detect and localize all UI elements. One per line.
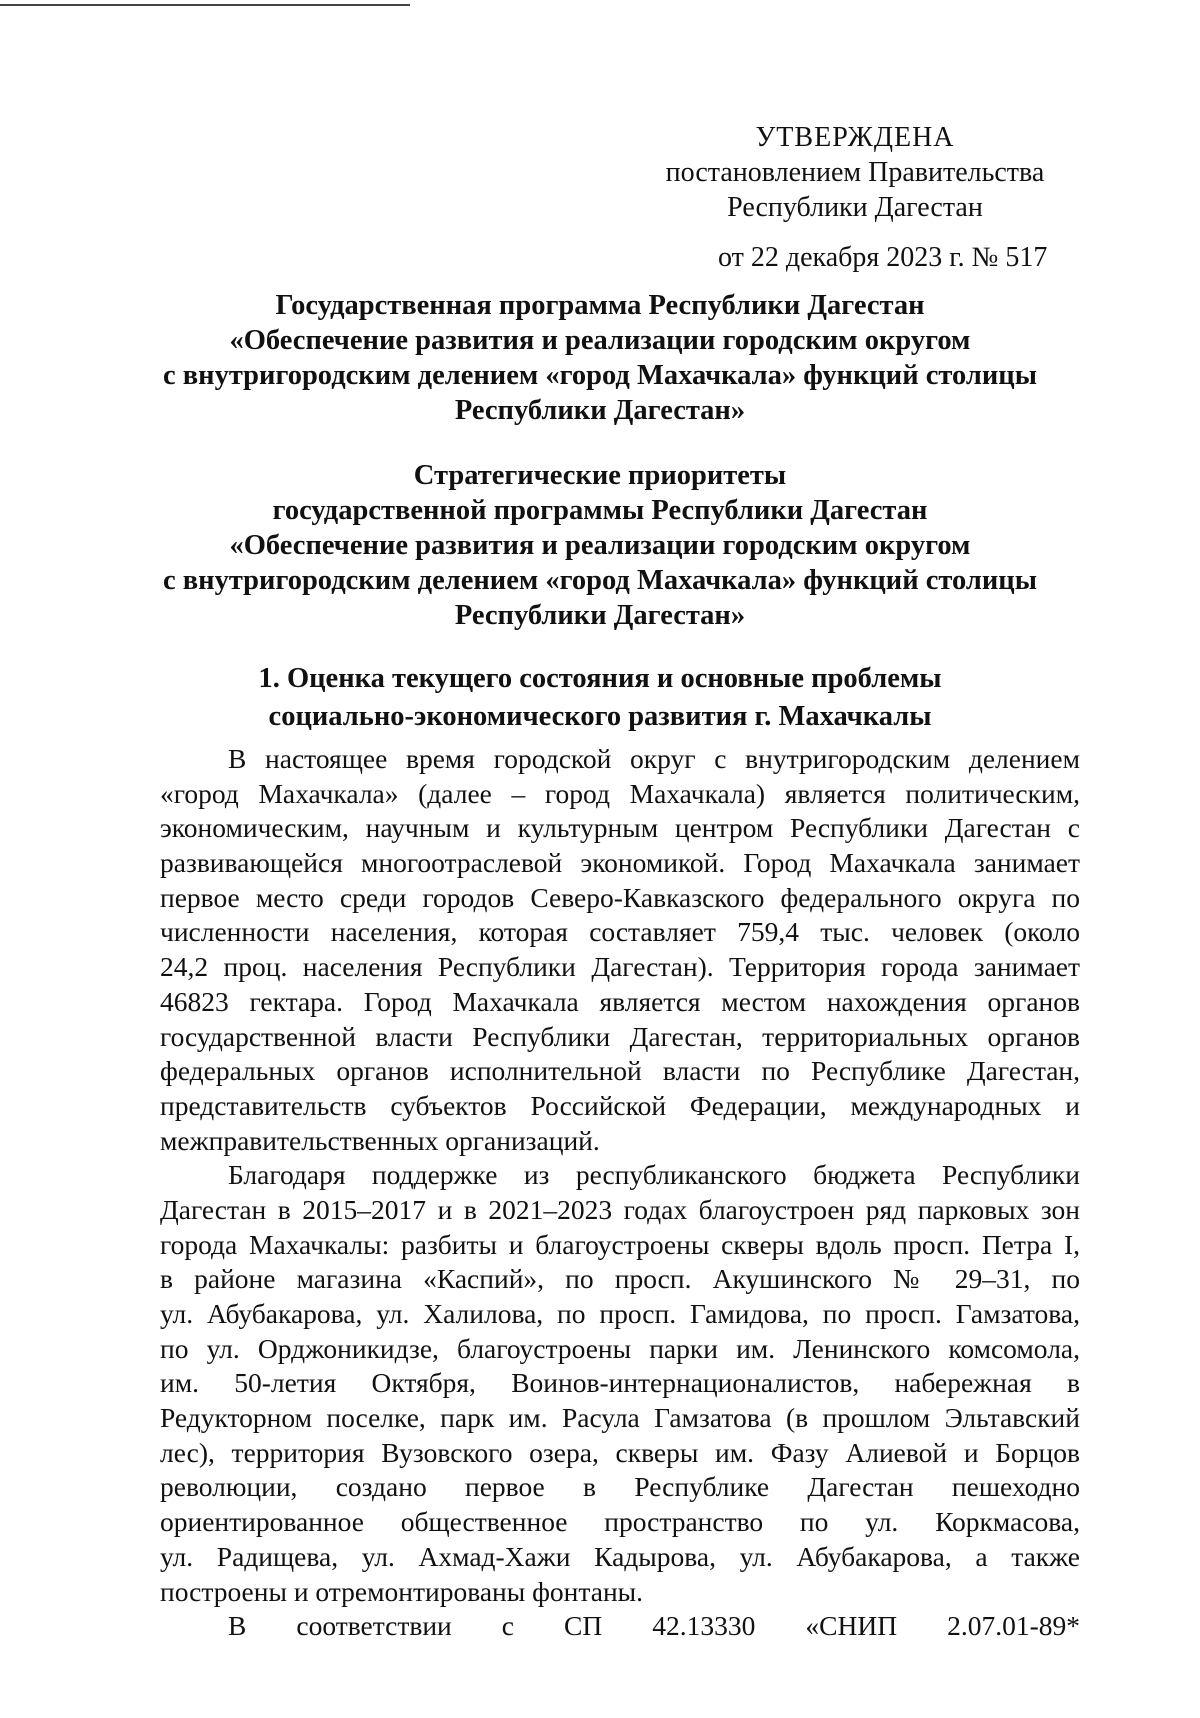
paragraph-line: ул. Абубакарова, ул. Халилова, по просп. Гамидова, по просп. Гамзатова, — [160, 1298, 1080, 1329]
program-title-line: с внутригородским делением «город Махачкала» функций столицы — [163, 360, 1037, 391]
priorities-title-line: Республики Дагестан» — [454, 600, 746, 631]
program-title — [120, 288, 1080, 428]
body-text — [160, 742, 1080, 1644]
approval-date: от 22 декабря 2023 г. № 517 — [718, 242, 1048, 273]
paragraph-line: экономическим, научным и культурным центром Республики Дагестан с — [160, 812, 1080, 844]
paragraph-line: лес), территория Вузовского озера, скверы им. Фазу Алиевой и Борцов — [160, 1436, 1080, 1468]
paragraph-line: 46823 гектара. Город Махачкала является местом нахождения органов — [160, 985, 1080, 1017]
paragraph-line: города Махачкалы: разбиты и благоустроены скверы вдоль просп. Петра I, — [160, 1228, 1080, 1260]
priorities-title-line: Стратегические приоритеты — [413, 460, 787, 491]
paragraph-line: ориентированное общественное пространство по ул. Коркмасова, — [160, 1506, 1080, 1538]
paragraph-line: государственной власти Республики Дагестан, территориальных органов — [160, 1020, 1080, 1052]
program-title-line: Республики Дагестан» — [454, 395, 746, 426]
program-title-line: Государственная программа Республики Дагестан — [275, 290, 925, 321]
paragraph-line: В соответствии с СП 42.13330 «СНИП 2.07.01-89* — [228, 1610, 1080, 1642]
paragraph-line: построены и отремонтированы фонтаны. — [160, 1575, 644, 1607]
paragraph-line: Благодаря поддержке из республиканского бюджета Республики — [228, 1159, 1080, 1191]
paragraph-line: В настоящее время городской округ с внутригородским делением — [228, 743, 1080, 774]
approval-line: Республики Дагестан — [727, 192, 983, 223]
paragraph-line: им. 50-летия Октября, Воинов-интернационалистов, набережная в — [160, 1367, 1080, 1399]
priorities-title-line: «Обеспечение развития и реализации городским округом — [229, 530, 971, 561]
priorities-title — [120, 458, 1080, 633]
paragraph-line: по ул. Орджоникидзе, благоустроены парки им. Ленинского комсомола, — [160, 1332, 1080, 1364]
paragraph-line: численности населения, которая составляет 759,4 тыс. человек (около — [160, 916, 1080, 948]
paragraph-line: межправительственных организаций. — [160, 1124, 600, 1156]
paragraph-line: представительств субъектов Российской Федерации, международных и — [160, 1089, 1080, 1121]
paragraph-line: 24,2 проц. населения Республики Дагестан). Территория города занимает — [160, 951, 1080, 983]
paragraph-line: Дагестан в 2015–2017 и в 2021–2023 годах благоустроен ряд парковых зон — [160, 1193, 1080, 1225]
paragraph-line: Редукторном поселке, парк им. Расула Гамзатова (в прошлом Эльтавский — [160, 1402, 1080, 1434]
paragraph-line: развивающейся многоотраслевой экономикой. Город Махачкала занимает — [160, 847, 1080, 879]
paragraph-line: ул. Радищева, ул. Ахмад-Хажи Кадырова, ул. Абубакарова, а также — [160, 1540, 1080, 1572]
priorities-title-line: с внутригородским делением «город Махачкала» функций столицы — [163, 565, 1037, 596]
section-heading-line: 1. Оценка текущего состояния и основные проблемы — [258, 663, 942, 694]
approval-line: постановлением Правительства — [665, 157, 1045, 188]
approval-stamp — [620, 120, 1090, 225]
paragraph-line: федеральных органов исполнительной власти по Республике Дагестан, — [160, 1055, 1080, 1087]
paragraph-line: «город Махачкала» (далее – город Махачкала) является политическим, — [160, 777, 1080, 809]
paragraph-line: первое место среди городов Северо-Кавказского федерального округа по — [160, 881, 1080, 913]
priorities-title-line: государственной программы Республики Дагестан — [272, 495, 928, 526]
paragraph-line: революции, создано первое в Республике Дагестан пешеходно — [160, 1471, 1080, 1503]
section-heading — [120, 660, 1080, 736]
section-heading-line: социально-экономического развития г. Махачкалы — [268, 701, 932, 732]
scan-edge-line — [0, 4, 410, 6]
program-title-line: «Обеспечение развития и реализации городским округом — [229, 325, 971, 356]
paragraph-line: в районе магазина «Каспий», по просп. Акушинского № 29–31, по — [160, 1263, 1080, 1295]
approval-title: УТВЕРЖДЕНА — [755, 122, 955, 153]
